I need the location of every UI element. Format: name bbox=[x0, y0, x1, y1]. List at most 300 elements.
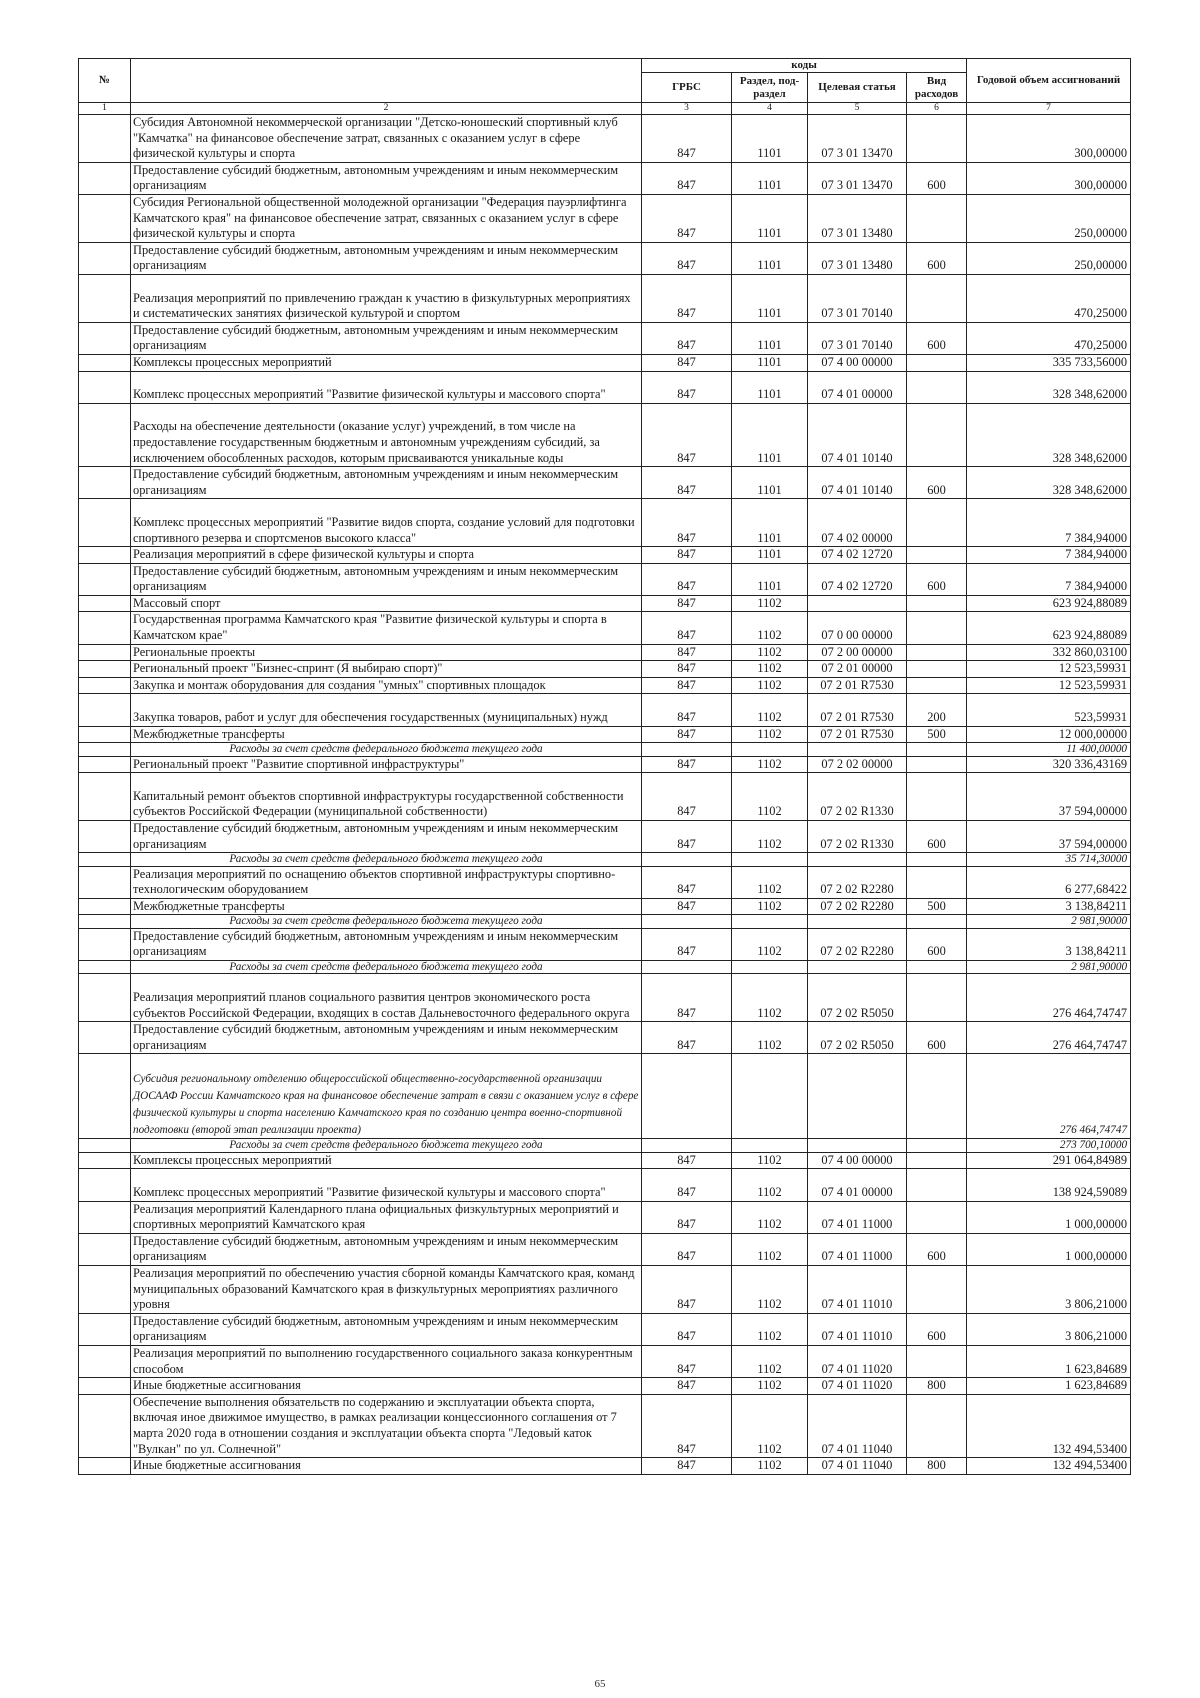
row-number-cell bbox=[79, 661, 131, 678]
row-vid-cell bbox=[907, 1394, 967, 1457]
row-number-cell bbox=[79, 756, 131, 773]
row-razdel-cell: 1101 bbox=[732, 322, 808, 354]
table-row bbox=[79, 1233, 1131, 1265]
table-row bbox=[79, 403, 1131, 466]
table-row bbox=[79, 595, 1131, 612]
page-number: 65 bbox=[594, 1678, 606, 1690]
header-razdel: Раздел, под-раздел bbox=[732, 73, 808, 103]
table-row bbox=[79, 274, 1131, 322]
table-row bbox=[79, 1378, 1131, 1395]
budget-table bbox=[78, 58, 1131, 1475]
row-celevaya-cell bbox=[808, 915, 907, 928]
row-amount-cell: 7 384,94000 bbox=[967, 499, 1131, 547]
row-name-cell: Реализация мероприятий по привлечению граждан к участию в физкультурных мероприятиях и систематических занятиях физической культурой и спортом bbox=[131, 274, 642, 322]
row-vid-cell bbox=[907, 773, 967, 821]
row-vid-cell: 600 bbox=[907, 467, 967, 499]
row-razdel-cell: 1102 bbox=[732, 1394, 808, 1457]
row-amount-cell: 6 277,68422 bbox=[967, 866, 1131, 898]
table-row bbox=[79, 1394, 1131, 1457]
row-razdel-cell: 1101 bbox=[732, 354, 808, 371]
row-amount-cell: 523,59931 bbox=[967, 694, 1131, 726]
row-grbs-cell: 847 bbox=[642, 974, 732, 1022]
header-column-numbers bbox=[79, 103, 1131, 115]
header-num: № bbox=[79, 59, 131, 103]
row-name-cell: Реализация мероприятий планов социального развития центров экономического роста субъектов Российской Федерации, входящих в состав Дальневосточного федерального округа bbox=[131, 974, 642, 1022]
table-row bbox=[79, 677, 1131, 694]
row-name-cell: Комплексы процессных мероприятий bbox=[131, 1152, 642, 1169]
row-razdel-cell: 1101 bbox=[732, 499, 808, 547]
table-row bbox=[79, 694, 1131, 726]
row-razdel-cell: 1102 bbox=[732, 1152, 808, 1169]
row-vid-cell: 600 bbox=[907, 1233, 967, 1265]
row-celevaya-cell: 07 2 01 00000 bbox=[808, 661, 907, 678]
row-razdel-cell: 1102 bbox=[732, 677, 808, 694]
row-vid-cell bbox=[907, 677, 967, 694]
row-razdel-cell: 1102 bbox=[732, 1233, 808, 1265]
row-grbs-cell: 847 bbox=[642, 1022, 732, 1054]
row-celevaya-cell: 07 2 01 R7530 bbox=[808, 694, 907, 726]
row-razdel-cell: 1101 bbox=[732, 547, 808, 564]
row-amount-cell: 11 400,00000 bbox=[967, 743, 1131, 756]
row-grbs-cell bbox=[642, 1054, 732, 1139]
row-number-cell bbox=[79, 644, 131, 661]
row-number-cell bbox=[79, 1201, 131, 1233]
row-number-cell bbox=[79, 612, 131, 644]
row-name-cell: Расходы на обеспечение деятельности (оказание услуг) учреждений, в том числе на предоставление государственным бюджетным и автономным учреждениям субсидий, за исключением обособленных расходов, которым присваиваются уникальные коды bbox=[131, 403, 642, 466]
row-grbs-cell: 847 bbox=[642, 595, 732, 612]
row-number-cell bbox=[79, 499, 131, 547]
row-celevaya-cell: 07 4 01 11000 bbox=[808, 1233, 907, 1265]
row-amount-cell: 12 000,00000 bbox=[967, 726, 1131, 743]
row-amount-cell: 37 594,00000 bbox=[967, 821, 1131, 853]
row-number-cell bbox=[79, 1378, 131, 1395]
row-grbs-cell bbox=[642, 1139, 732, 1152]
row-amount-cell: 470,25000 bbox=[967, 274, 1131, 322]
row-vid-cell bbox=[907, 499, 967, 547]
row-number-cell bbox=[79, 467, 131, 499]
row-name-cell: Иные бюджетные ассигнования bbox=[131, 1458, 642, 1475]
row-number-cell bbox=[79, 274, 131, 322]
row-name-cell: Расходы за счет средств федерального бюджета текущего года bbox=[131, 1139, 642, 1152]
row-grbs-cell: 847 bbox=[642, 1345, 732, 1377]
row-number-cell bbox=[79, 1169, 131, 1201]
row-celevaya-cell: 07 4 01 11040 bbox=[808, 1394, 907, 1457]
row-amount-cell: 3 138,84211 bbox=[967, 898, 1131, 915]
row-name-cell: Предоставление субсидий бюджетным, автономным учреждениям и иным некоммерческим организациям bbox=[131, 1022, 642, 1054]
row-celevaya-cell: 07 3 01 70140 bbox=[808, 322, 907, 354]
row-celevaya-cell: 07 4 00 00000 bbox=[808, 354, 907, 371]
row-celevaya-cell: 07 4 02 00000 bbox=[808, 499, 907, 547]
table-row bbox=[79, 898, 1131, 915]
row-amount-cell: 1 623,84689 bbox=[967, 1378, 1131, 1395]
table-row bbox=[79, 866, 1131, 898]
row-grbs-cell: 847 bbox=[642, 756, 732, 773]
row-razdel-cell: 1102 bbox=[732, 661, 808, 678]
table-row bbox=[79, 499, 1131, 547]
row-vid-cell bbox=[907, 115, 967, 163]
row-amount-cell: 328 348,62000 bbox=[967, 403, 1131, 466]
header-name bbox=[131, 59, 642, 103]
row-name-cell: Предоставление субсидий бюджетным, автономным учреждениям и иным некоммерческим организациям bbox=[131, 242, 642, 274]
row-vid-cell bbox=[907, 547, 967, 564]
row-grbs-cell bbox=[642, 915, 732, 928]
row-amount-cell: 623 924,88089 bbox=[967, 612, 1131, 644]
row-grbs-cell: 847 bbox=[642, 726, 732, 743]
row-name-cell: Региональный проект "Развитие спортивной инфраструктуры" bbox=[131, 756, 642, 773]
row-vid-cell bbox=[907, 1345, 967, 1377]
row-vid-cell: 600 bbox=[907, 928, 967, 960]
row-grbs-cell: 847 bbox=[642, 467, 732, 499]
table-row bbox=[79, 162, 1131, 194]
row-grbs-cell: 847 bbox=[642, 644, 732, 661]
row-amount-cell: 132 494,53400 bbox=[967, 1394, 1131, 1457]
row-vid-cell bbox=[907, 1054, 967, 1139]
row-name-cell: Реализация мероприятий по выполнению государственного социального заказа конкурентным способом bbox=[131, 1345, 642, 1377]
header-colnum: 6 bbox=[907, 103, 967, 115]
row-number-cell bbox=[79, 1054, 131, 1139]
row-razdel-cell: 1101 bbox=[732, 403, 808, 466]
row-amount-cell: 132 494,53400 bbox=[967, 1458, 1131, 1475]
table-row bbox=[79, 612, 1131, 644]
row-razdel-cell: 1102 bbox=[732, 1378, 808, 1395]
table-row bbox=[79, 1152, 1131, 1169]
header-colnum: 7 bbox=[967, 103, 1131, 115]
row-number-cell bbox=[79, 1139, 131, 1152]
row-vid-cell: 500 bbox=[907, 898, 967, 915]
table-row bbox=[79, 644, 1131, 661]
row-razdel-cell: 1102 bbox=[732, 1265, 808, 1313]
row-razdel-cell: 1101 bbox=[732, 194, 808, 242]
header-colnum: 4 bbox=[732, 103, 808, 115]
row-vid-cell: 800 bbox=[907, 1458, 967, 1475]
row-vid-cell bbox=[907, 403, 967, 466]
table-row bbox=[79, 115, 1131, 163]
row-amount-cell: 2 981,90000 bbox=[967, 915, 1131, 928]
table-row bbox=[79, 1022, 1131, 1054]
row-number-cell bbox=[79, 371, 131, 403]
table-row bbox=[79, 467, 1131, 499]
table-row bbox=[79, 974, 1131, 1022]
row-name-cell: Массовый спорт bbox=[131, 595, 642, 612]
row-celevaya-cell: 07 4 01 11020 bbox=[808, 1378, 907, 1395]
row-celevaya-cell bbox=[808, 743, 907, 756]
row-number-cell bbox=[79, 595, 131, 612]
row-celevaya-cell: 07 4 01 11000 bbox=[808, 1201, 907, 1233]
row-vid-cell bbox=[907, 961, 967, 974]
row-name-cell: Капитальный ремонт объектов спортивной инфраструктуры государственной собственности субъектов Российской Федерации (муниципальной собственности) bbox=[131, 773, 642, 821]
row-amount-cell: 12 523,59931 bbox=[967, 661, 1131, 678]
row-name-cell: Предоставление субсидий бюджетным, автономным учреждениям и иным некоммерческим организациям bbox=[131, 563, 642, 595]
row-razdel-cell bbox=[732, 1139, 808, 1152]
row-grbs-cell: 847 bbox=[642, 1458, 732, 1475]
row-number-cell bbox=[79, 928, 131, 960]
row-amount-cell: 7 384,94000 bbox=[967, 563, 1131, 595]
row-razdel-cell: 1102 bbox=[732, 595, 808, 612]
row-razdel-cell: 1102 bbox=[732, 898, 808, 915]
header-vid: Вид расходов bbox=[907, 73, 967, 103]
row-amount-cell: 3 806,21000 bbox=[967, 1265, 1131, 1313]
row-razdel-cell: 1101 bbox=[732, 467, 808, 499]
row-celevaya-cell: 07 3 01 13480 bbox=[808, 194, 907, 242]
row-name-cell: Расходы за счет средств федерального бюджета текущего года bbox=[131, 743, 642, 756]
row-grbs-cell: 847 bbox=[642, 194, 732, 242]
table-row bbox=[79, 242, 1131, 274]
row-number-cell bbox=[79, 1233, 131, 1265]
row-number-cell bbox=[79, 194, 131, 242]
row-razdel-cell: 1102 bbox=[732, 866, 808, 898]
row-vid-cell: 200 bbox=[907, 694, 967, 726]
table-row bbox=[79, 661, 1131, 678]
row-number-cell bbox=[79, 821, 131, 853]
table-row bbox=[79, 194, 1131, 242]
row-grbs-cell: 847 bbox=[642, 274, 732, 322]
row-amount-cell: 37 594,00000 bbox=[967, 773, 1131, 821]
row-number-cell bbox=[79, 354, 131, 371]
row-celevaya-cell bbox=[808, 853, 907, 866]
row-razdel-cell: 1101 bbox=[732, 274, 808, 322]
row-grbs-cell: 847 bbox=[642, 1169, 732, 1201]
row-grbs-cell: 847 bbox=[642, 1394, 732, 1457]
row-number-cell bbox=[79, 694, 131, 726]
row-vid-cell bbox=[907, 1201, 967, 1233]
row-celevaya-cell: 07 3 01 13470 bbox=[808, 115, 907, 163]
row-razdel-cell bbox=[732, 853, 808, 866]
table-row bbox=[79, 1345, 1131, 1377]
table-row bbox=[79, 928, 1131, 960]
row-razdel-cell: 1102 bbox=[732, 1022, 808, 1054]
row-amount-cell: 332 860,03100 bbox=[967, 644, 1131, 661]
row-vid-cell bbox=[907, 1139, 967, 1152]
table-row bbox=[79, 1458, 1131, 1475]
row-amount-cell: 1 000,00000 bbox=[967, 1201, 1131, 1233]
row-name-cell: Предоставление субсидий бюджетным, автономным учреждениям и иным некоммерческим организациям bbox=[131, 821, 642, 853]
row-number-cell bbox=[79, 1345, 131, 1377]
row-amount-cell: 300,00000 bbox=[967, 115, 1131, 163]
row-razdel-cell: 1102 bbox=[732, 756, 808, 773]
row-amount-cell: 328 348,62000 bbox=[967, 371, 1131, 403]
row-vid-cell: 600 bbox=[907, 162, 967, 194]
table-row bbox=[79, 961, 1131, 974]
row-celevaya-cell: 07 4 02 12720 bbox=[808, 563, 907, 595]
row-vid-cell bbox=[907, 644, 967, 661]
row-amount-cell: 1 623,84689 bbox=[967, 1345, 1131, 1377]
row-grbs-cell: 847 bbox=[642, 354, 732, 371]
row-vid-cell bbox=[907, 274, 967, 322]
row-grbs-cell: 847 bbox=[642, 1152, 732, 1169]
table-row bbox=[79, 563, 1131, 595]
row-name-cell: Предоставление субсидий бюджетным, автономным учреждениям и иным некоммерческим организациям bbox=[131, 928, 642, 960]
row-name-cell: Комплексы процессных мероприятий bbox=[131, 354, 642, 371]
row-grbs-cell: 847 bbox=[642, 898, 732, 915]
row-grbs-cell: 847 bbox=[642, 403, 732, 466]
row-grbs-cell: 847 bbox=[642, 773, 732, 821]
row-name-cell: Предоставление субсидий бюджетным, автономным учреждениям и иным некоммерческим организациям bbox=[131, 322, 642, 354]
row-vid-cell bbox=[907, 354, 967, 371]
row-vid-cell: 600 bbox=[907, 1022, 967, 1054]
row-celevaya-cell: 07 2 01 R7530 bbox=[808, 677, 907, 694]
row-amount-cell: 328 348,62000 bbox=[967, 467, 1131, 499]
row-celevaya-cell: 07 2 02 R1330 bbox=[808, 821, 907, 853]
row-razdel-cell: 1102 bbox=[732, 694, 808, 726]
row-name-cell: Комплекс процессных мероприятий "Развитие физической культуры и массового спорта" bbox=[131, 371, 642, 403]
row-razdel-cell: 1101 bbox=[732, 371, 808, 403]
row-razdel-cell: 1102 bbox=[732, 726, 808, 743]
row-vid-cell bbox=[907, 974, 967, 1022]
row-razdel-cell bbox=[732, 915, 808, 928]
row-razdel-cell: 1102 bbox=[732, 928, 808, 960]
row-name-cell: Закупка и монтаж оборудования для создания "умных" спортивных площадок bbox=[131, 677, 642, 694]
row-grbs-cell bbox=[642, 743, 732, 756]
row-celevaya-cell: 07 2 02 R5050 bbox=[808, 1022, 907, 1054]
row-vid-cell bbox=[907, 1152, 967, 1169]
row-razdel-cell: 1102 bbox=[732, 612, 808, 644]
row-grbs-cell: 847 bbox=[642, 677, 732, 694]
row-number-cell bbox=[79, 961, 131, 974]
row-razdel-cell: 1101 bbox=[732, 242, 808, 274]
row-name-cell: Субсидия региональному отделению общероссийской общественно-государственной организации ДОСААФ России Камчатского края на финансовое обеспечение затрат в связи с оказанием услуг в сфере физической культуры и спорта населению Камчатского края по созданию центра военно-спортивной подготовки (второй этап реализации проекта) bbox=[131, 1054, 642, 1139]
row-celevaya-cell: 07 2 02 R5050 bbox=[808, 974, 907, 1022]
row-amount-cell: 623 924,88089 bbox=[967, 595, 1131, 612]
row-grbs-cell: 847 bbox=[642, 1265, 732, 1313]
row-razdel-cell: 1101 bbox=[732, 115, 808, 163]
row-celevaya-cell: 07 2 02 00000 bbox=[808, 756, 907, 773]
table-row bbox=[79, 1201, 1131, 1233]
row-grbs-cell: 847 bbox=[642, 612, 732, 644]
row-name-cell: Реализация мероприятий в сфере физической культуры и спорта bbox=[131, 547, 642, 564]
row-grbs-cell: 847 bbox=[642, 1233, 732, 1265]
header-colnum: 2 bbox=[131, 103, 642, 115]
row-celevaya-cell bbox=[808, 961, 907, 974]
table-row bbox=[79, 756, 1131, 773]
row-number-cell bbox=[79, 242, 131, 274]
row-vid-cell: 600 bbox=[907, 821, 967, 853]
row-grbs-cell: 847 bbox=[642, 162, 732, 194]
row-number-cell bbox=[79, 1458, 131, 1475]
row-amount-cell: 138 924,59089 bbox=[967, 1169, 1131, 1201]
header-colnum: 3 bbox=[642, 103, 732, 115]
row-grbs-cell bbox=[642, 853, 732, 866]
row-vid-cell bbox=[907, 866, 967, 898]
row-grbs-cell: 847 bbox=[642, 115, 732, 163]
table-row bbox=[79, 773, 1131, 821]
row-amount-cell: 7 384,94000 bbox=[967, 547, 1131, 564]
table-row bbox=[79, 1313, 1131, 1345]
row-amount-cell: 273 700,10000 bbox=[967, 1139, 1131, 1152]
row-celevaya-cell: 07 3 01 13470 bbox=[808, 162, 907, 194]
row-razdel-cell: 1102 bbox=[732, 1313, 808, 1345]
row-name-cell: Реализация мероприятий Календарного плана официальных физкультурных мероприятий и спортивных мероприятий Камчатского края bbox=[131, 1201, 642, 1233]
row-amount-cell: 276 464,74747 bbox=[967, 1054, 1131, 1139]
row-name-cell: Обеспечение выполнения обязательств по содержанию и эксплуатации объекта спорта, включая иное движимое имущество, в рамках реализации концессионного соглашения от 7 марта 2020 года в отношении создания и эксплуатации объекта спорта "Ледовый каток "Вулкан" по ул. Солнечной" bbox=[131, 1394, 642, 1457]
row-vid-cell bbox=[907, 595, 967, 612]
table-row bbox=[79, 371, 1131, 403]
row-celevaya-cell: 07 4 01 11040 bbox=[808, 1458, 907, 1475]
row-amount-cell: 3 806,21000 bbox=[967, 1313, 1131, 1345]
row-grbs-cell: 847 bbox=[642, 866, 732, 898]
row-celevaya-cell: 07 2 01 R7530 bbox=[808, 726, 907, 743]
table-row bbox=[79, 853, 1131, 866]
header-celevaya: Целевая статья bbox=[808, 73, 907, 103]
row-name-cell: Закупка товаров, работ и услуг для обеспечения государственных (муниципальных) нужд bbox=[131, 694, 642, 726]
row-razdel-cell: 1102 bbox=[732, 1345, 808, 1377]
row-celevaya-cell bbox=[808, 1139, 907, 1152]
row-number-cell bbox=[79, 547, 131, 564]
row-celevaya-cell: 07 4 01 11020 bbox=[808, 1345, 907, 1377]
row-vid-cell bbox=[907, 756, 967, 773]
row-grbs-cell: 847 bbox=[642, 1313, 732, 1345]
row-celevaya-cell: 07 4 01 10140 bbox=[808, 467, 907, 499]
row-razdel-cell bbox=[732, 961, 808, 974]
row-amount-cell: 250,00000 bbox=[967, 194, 1131, 242]
table-body bbox=[79, 115, 1131, 1475]
row-number-cell bbox=[79, 1265, 131, 1313]
row-celevaya-cell: 07 4 01 00000 bbox=[808, 1169, 907, 1201]
row-grbs-cell: 847 bbox=[642, 242, 732, 274]
row-amount-cell: 1 000,00000 bbox=[967, 1233, 1131, 1265]
table-row bbox=[79, 354, 1131, 371]
row-name-cell: Иные бюджетные ассигнования bbox=[131, 1378, 642, 1395]
row-name-cell: Государственная программа Камчатского края "Развитие физической культуры и спорта в Камчатском крае" bbox=[131, 612, 642, 644]
row-vid-cell bbox=[907, 661, 967, 678]
row-name-cell: Расходы за счет средств федерального бюджета текущего года bbox=[131, 853, 642, 866]
row-razdel-cell: 1101 bbox=[732, 563, 808, 595]
row-grbs-cell: 847 bbox=[642, 1201, 732, 1233]
row-amount-cell: 276 464,74747 bbox=[967, 1022, 1131, 1054]
header-colnum: 5 bbox=[808, 103, 907, 115]
row-celevaya-cell bbox=[808, 1054, 907, 1139]
table-header bbox=[79, 59, 1131, 115]
row-number-cell bbox=[79, 677, 131, 694]
row-amount-cell: 12 523,59931 bbox=[967, 677, 1131, 694]
row-grbs-cell: 847 bbox=[642, 694, 732, 726]
row-grbs-cell: 847 bbox=[642, 322, 732, 354]
row-celevaya-cell bbox=[808, 595, 907, 612]
row-vid-cell: 600 bbox=[907, 1313, 967, 1345]
row-vid-cell bbox=[907, 1169, 967, 1201]
header-colnum: 1 bbox=[79, 103, 131, 115]
table-row bbox=[79, 726, 1131, 743]
row-number-cell bbox=[79, 974, 131, 1022]
table-row bbox=[79, 1265, 1131, 1313]
row-name-cell: Предоставление субсидий бюджетным, автономным учреждениям и иным некоммерческим организациям bbox=[131, 1233, 642, 1265]
row-vid-cell: 600 bbox=[907, 563, 967, 595]
row-vid-cell bbox=[907, 612, 967, 644]
row-celevaya-cell: 07 4 02 12720 bbox=[808, 547, 907, 564]
row-amount-cell: 300,00000 bbox=[967, 162, 1131, 194]
row-number-cell bbox=[79, 1394, 131, 1457]
table-row bbox=[79, 821, 1131, 853]
table-row bbox=[79, 743, 1131, 756]
row-number-cell bbox=[79, 915, 131, 928]
row-vid-cell: 600 bbox=[907, 322, 967, 354]
row-number-cell bbox=[79, 322, 131, 354]
row-amount-cell: 3 138,84211 bbox=[967, 928, 1131, 960]
row-name-cell: Расходы за счет средств федерального бюджета текущего года bbox=[131, 961, 642, 974]
row-number-cell bbox=[79, 403, 131, 466]
row-name-cell: Реализация мероприятий по обеспечению участия сборной команды Камчатского края, команд муниципальных образований Камчатского края в физкультурных мероприятиях различного уровня bbox=[131, 1265, 642, 1313]
row-grbs-cell: 847 bbox=[642, 563, 732, 595]
table-row bbox=[79, 322, 1131, 354]
row-vid-cell: 600 bbox=[907, 242, 967, 274]
row-vid-cell bbox=[907, 371, 967, 403]
row-grbs-cell: 847 bbox=[642, 499, 732, 547]
row-celevaya-cell: 07 4 01 10140 bbox=[808, 403, 907, 466]
row-amount-cell: 276 464,74747 bbox=[967, 974, 1131, 1022]
row-grbs-cell bbox=[642, 961, 732, 974]
row-amount-cell: 470,25000 bbox=[967, 322, 1131, 354]
row-celevaya-cell: 07 3 01 70140 bbox=[808, 274, 907, 322]
row-name-cell: Реализация мероприятий по оснащению объектов спортивной инфраструктуры спортивно-технологическим оборудованием bbox=[131, 866, 642, 898]
